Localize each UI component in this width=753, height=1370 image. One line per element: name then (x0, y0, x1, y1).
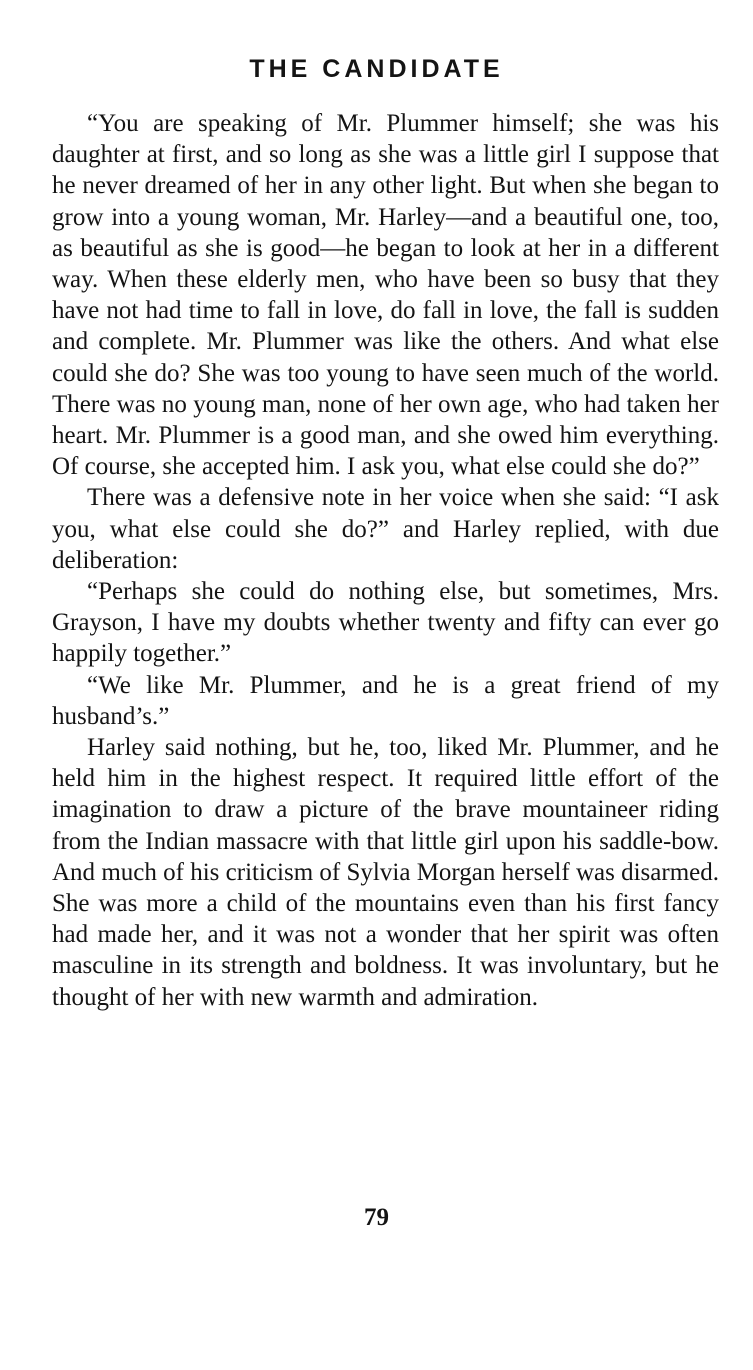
running-head-title: THE CANDIDATE (249, 55, 504, 83)
body-text (52, 108, 719, 1013)
paragraph: There was a defensive note in her voice when she said: “I ask you, what else could she do?” and Harley replied, with due deliberation: (52, 484, 719, 574)
paragraph: “You are speaking of Mr. Plummer himself; she was his daughter at first, and so long as she was a little girl I suppose that he never dreamed of her in any other light. But when she began to grow into a young woman, Mr. Harley—and a beautiful one, too, as beautiful as she is good—he began to look at her in a different way. When these elderly men, who have been so busy that they have not had time to fall in love, do fall in love, the fall is sudden and complete. Mr. Plummer was like the others. And what else could she do? She was too young to have seen much of the world. There was no young man, none of her own age, who had taken her heart. Mr. Plummer is a good man, and she owed him everything. Of course, she accepted him. I ask you, what else could she do?” (52, 110, 719, 481)
page-number: 79 (364, 1204, 389, 1231)
paragraph: “Perhaps she could do nothing else, but sometimes, Mrs. Grayson, I have my doubts whether twenty and fifty can ever go happily together.” (52, 578, 719, 668)
paragraph: Harley said nothing, but he, too, liked Mr. Plummer, and he held him in the highest respect. It required little effort of the imagination to draw a picture of the brave mountaineer riding from the Indian massacre with that little girl upon his saddle-bow. And much of his criticism of Sylvia Morgan herself was disarmed. She was more a child of the mountains even than his first fancy had made her, and it was not a wonder that her spirit was often masculine in its strength and boldness. It was involuntary, but he thought of her with new warmth and admiration. (52, 734, 719, 1011)
paragraph: “We like Mr. Plummer, and he is a great friend of my husband’s.” (52, 671, 719, 730)
